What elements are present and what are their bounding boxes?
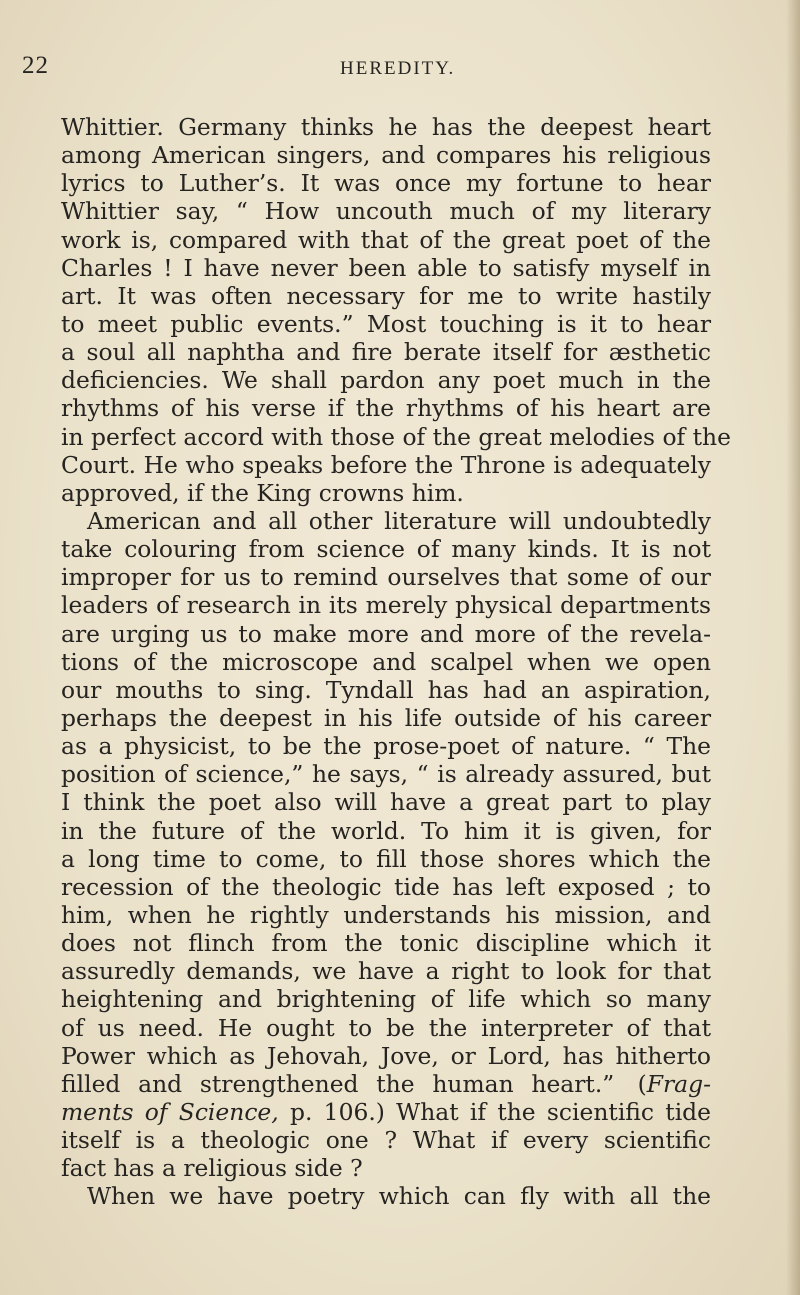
text-line: heightening and brightening of life which so many [61,985,711,1014]
text-line: Whittier. Germany thinks he has the deepest heart [61,113,711,141]
text-line: our mouths to sing. Tyndall has had an aspiration, [61,675,711,704]
text-line: in perfect accord with those of the great melodies of the [61,422,731,451]
citation-ref: p. 106.) [278,1097,385,1126]
text-line: position of science,” he says, “ is already assured, but [61,760,711,789]
citation-after: What if the scientific tide [384,1097,711,1126]
text-line: among American singers, and compares his religious [61,141,711,170]
text-fragment: filled and strengthened the human heart.” [61,1069,615,1098]
text-line: a soul all naphtha and fire berate itself for æsthetic [61,338,711,367]
running-head: HEREDITY. [340,58,456,79]
body-text [61,113,731,1211]
text-line: to meet public events.” Most touching is it to hear [61,309,711,338]
text-line: assuredly demands, we have a right to look for that [61,957,711,986]
text-line: lyrics to Luther’s. It was once my fortune to hear [61,169,711,198]
text-line: a long time to come, to fill those shores which the [61,844,711,873]
text-line: in the future of the world. To him it is given, for [61,816,711,845]
text-line: I think the poet also will have a great part to play [61,788,711,817]
text-line: approved, if the King crowns him. [61,478,464,507]
text-line: art. It was often necessary for me to write hastily [61,281,711,310]
citation-line-1 [61,1070,711,1098]
page-number: 22 [22,52,49,79]
text-line: him, when he rightly understands his mission, and [61,900,711,929]
text-line: work is, compared with that of the great poet of the [61,225,711,254]
text-line: take colouring from science of many kinds. It is not [61,535,711,564]
text-line: Charles ! I have never been able to satisfy myself in [61,253,711,282]
citation-line-2 [61,1098,711,1126]
citation-title: Frag- [646,1069,711,1098]
text-line: itself is a theologic one ? What if every scientific [61,1126,711,1155]
text-line: does not flinch from the tonic discipline which it [61,929,711,958]
text-line: perhaps the deepest in his life outside of his career [61,703,711,732]
citation-title-cont: ments of Science, [61,1097,279,1126]
text-line: are urging us to make more and more of the revela- [61,619,711,648]
text-line: American and all other literature will undoubtedly [87,506,711,535]
text-line: When we have poetry which can fly with all the [87,1182,711,1211]
text-line: of us need. He ought to be the interpreter of that [61,1013,711,1042]
text-line: Whittier say, “ How uncouth much of my literary [61,197,711,226]
text-line: rhythms of his verse if the rhythms of his heart are [61,394,711,423]
page-header [0,52,800,92]
text-line: fact has a religious side ? [61,1154,363,1183]
text-line: tions of the microscope and scalpel when we open [61,647,711,676]
text-line: leaders of research in its merely physical departments [61,591,711,620]
text-line: as a physicist, to be the prose-poet of nature. “ The [61,732,711,761]
text-line: improper for us to remind ourselves that some of our [61,563,711,592]
text-line: recession of the theologic tide has left exposed ; to [61,872,711,901]
text-line: deficiencies. We shall pardon any poet much in the [61,366,711,395]
text-line: Power which as Jehovah, Jove, or Lord, has hitherto [61,1041,711,1070]
text-line: Court. He who speaks before the Throne is adequately [61,450,711,479]
page-edge-shadow [786,0,800,1295]
citation-open-paren: ( [637,1069,647,1098]
